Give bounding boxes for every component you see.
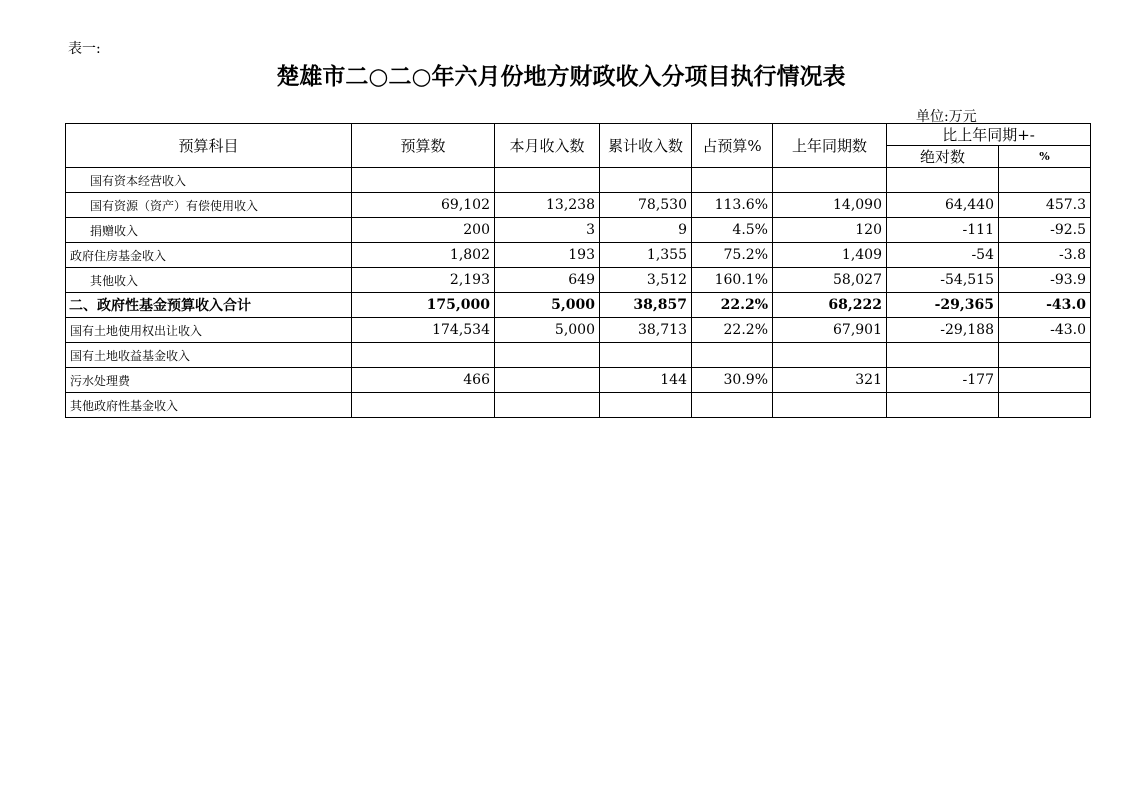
cell-cumulative-income: 3,512 — [600, 268, 692, 293]
table-row — [66, 368, 1091, 393]
cell-last-year — [773, 168, 887, 193]
cell-month-income: 5,000 — [495, 293, 600, 318]
cell-last-year — [773, 343, 887, 368]
cell-cumulative-income: 38,713 — [600, 318, 692, 343]
cell-absolute: -29,188 — [887, 318, 999, 343]
cell-percent-change: -92.5 — [999, 218, 1091, 243]
cell-percent-change: 457.3 — [999, 193, 1091, 218]
cell-subject: 国有资本经营收入 — [66, 168, 352, 193]
table-row — [66, 268, 1091, 293]
cell-budget — [352, 343, 495, 368]
cell-month-income: 3 — [495, 218, 600, 243]
cell-last-year: 58,027 — [773, 268, 887, 293]
cell-absolute: 64,440 — [887, 193, 999, 218]
cell-percent-change — [999, 168, 1091, 193]
table-row — [66, 293, 1091, 318]
table-row — [66, 168, 1091, 193]
cell-budget: 466 — [352, 368, 495, 393]
cell-percent-change: -43.0 — [999, 293, 1091, 318]
cell-last-year: 67,901 — [773, 318, 887, 343]
header-percent: % — [999, 146, 1091, 168]
cell-budget — [352, 393, 495, 418]
cell-month-income — [495, 368, 600, 393]
header-pct-budget: 占预算% — [692, 124, 773, 168]
cell-pct-budget: 113.6% — [692, 193, 773, 218]
cell-absolute: -54,515 — [887, 268, 999, 293]
cell-budget: 175,000 — [352, 293, 495, 318]
cell-last-year: 68,222 — [773, 293, 887, 318]
cell-month-income: 649 — [495, 268, 600, 293]
cell-percent-change: -93.9 — [999, 268, 1091, 293]
cell-last-year: 120 — [773, 218, 887, 243]
cell-budget: 69,102 — [352, 193, 495, 218]
header-month-income: 本月收入数 — [495, 124, 600, 168]
cell-pct-budget — [692, 343, 773, 368]
cell-last-year: 14,090 — [773, 193, 887, 218]
cell-pct-budget — [692, 393, 773, 418]
cell-subject: 其他政府性基金收入 — [66, 393, 352, 418]
cell-subject: 国有资源（资产）有偿使用收入 — [66, 193, 352, 218]
cell-subject: 捐赠收入 — [66, 218, 352, 243]
cell-cumulative-income: 78,530 — [600, 193, 692, 218]
unit-label: 单位:万元 — [916, 109, 977, 125]
cell-percent-change — [999, 393, 1091, 418]
cell-pct-budget: 22.2% — [692, 318, 773, 343]
cell-pct-budget: 22.2% — [692, 293, 773, 318]
cell-month-income — [495, 343, 600, 368]
cell-month-income — [495, 168, 600, 193]
header-subject: 预算科目 — [66, 124, 352, 168]
cell-pct-budget: 30.9% — [692, 368, 773, 393]
cell-cumulative-income: 1,355 — [600, 243, 692, 268]
table-row — [66, 218, 1091, 243]
table-row — [66, 318, 1091, 343]
cell-absolute: -177 — [887, 368, 999, 393]
cell-absolute: -29,365 — [887, 293, 999, 318]
cell-cumulative-income: 144 — [600, 368, 692, 393]
cell-subject: 国有土地使用权出让收入 — [66, 318, 352, 343]
cell-subject: 国有土地收益基金收入 — [66, 343, 352, 368]
header-budget: 预算数 — [352, 124, 495, 168]
cell-month-income: 13,238 — [495, 193, 600, 218]
cell-budget: 1,802 — [352, 243, 495, 268]
cell-pct-budget: 160.1% — [692, 268, 773, 293]
cell-cumulative-income: 38,857 — [600, 293, 692, 318]
cell-absolute: -54 — [887, 243, 999, 268]
cell-cumulative-income: 9 — [600, 218, 692, 243]
cell-subject: 二、政府性基金预算收入合计 — [66, 293, 352, 318]
cell-month-income: 193 — [495, 243, 600, 268]
cell-cumulative-income — [600, 343, 692, 368]
cell-absolute — [887, 393, 999, 418]
revenue-table — [65, 123, 1091, 418]
table-label: 表一: — [68, 41, 101, 57]
cell-budget: 2,193 — [352, 268, 495, 293]
cell-last-year: 321 — [773, 368, 887, 393]
header-cumulative-income: 累计收入数 — [600, 124, 692, 168]
cell-pct-budget — [692, 168, 773, 193]
cell-percent-change — [999, 343, 1091, 368]
cell-last-year — [773, 393, 887, 418]
cell-percent-change: -3.8 — [999, 243, 1091, 268]
cell-cumulative-income — [600, 168, 692, 193]
cell-percent-change: -43.0 — [999, 318, 1091, 343]
cell-month-income — [495, 393, 600, 418]
header-compare: 比上年同期+- — [887, 124, 1091, 146]
table-body — [66, 168, 1091, 418]
table-row — [66, 243, 1091, 268]
cell-cumulative-income — [600, 393, 692, 418]
cell-month-income: 5,000 — [495, 318, 600, 343]
table-row — [66, 393, 1091, 418]
table-row — [66, 343, 1091, 368]
cell-absolute — [887, 343, 999, 368]
header-last-year: 上年同期数 — [773, 124, 887, 168]
cell-budget: 174,534 — [352, 318, 495, 343]
cell-budget: 200 — [352, 218, 495, 243]
cell-absolute — [887, 168, 999, 193]
cell-absolute: -111 — [887, 218, 999, 243]
cell-subject: 污水处理费 — [66, 368, 352, 393]
cell-subject: 政府住房基金收入 — [66, 243, 352, 268]
cell-last-year: 1,409 — [773, 243, 887, 268]
page-title: 楚雄市二○二○年六月份地方财政收入分项目执行情况表 — [276, 63, 846, 90]
cell-pct-budget: 4.5% — [692, 218, 773, 243]
cell-budget — [352, 168, 495, 193]
cell-subject: 其他收入 — [66, 268, 352, 293]
cell-percent-change — [999, 368, 1091, 393]
header-absolute: 绝对数 — [887, 146, 999, 168]
cell-pct-budget: 75.2% — [692, 243, 773, 268]
table-row — [66, 193, 1091, 218]
